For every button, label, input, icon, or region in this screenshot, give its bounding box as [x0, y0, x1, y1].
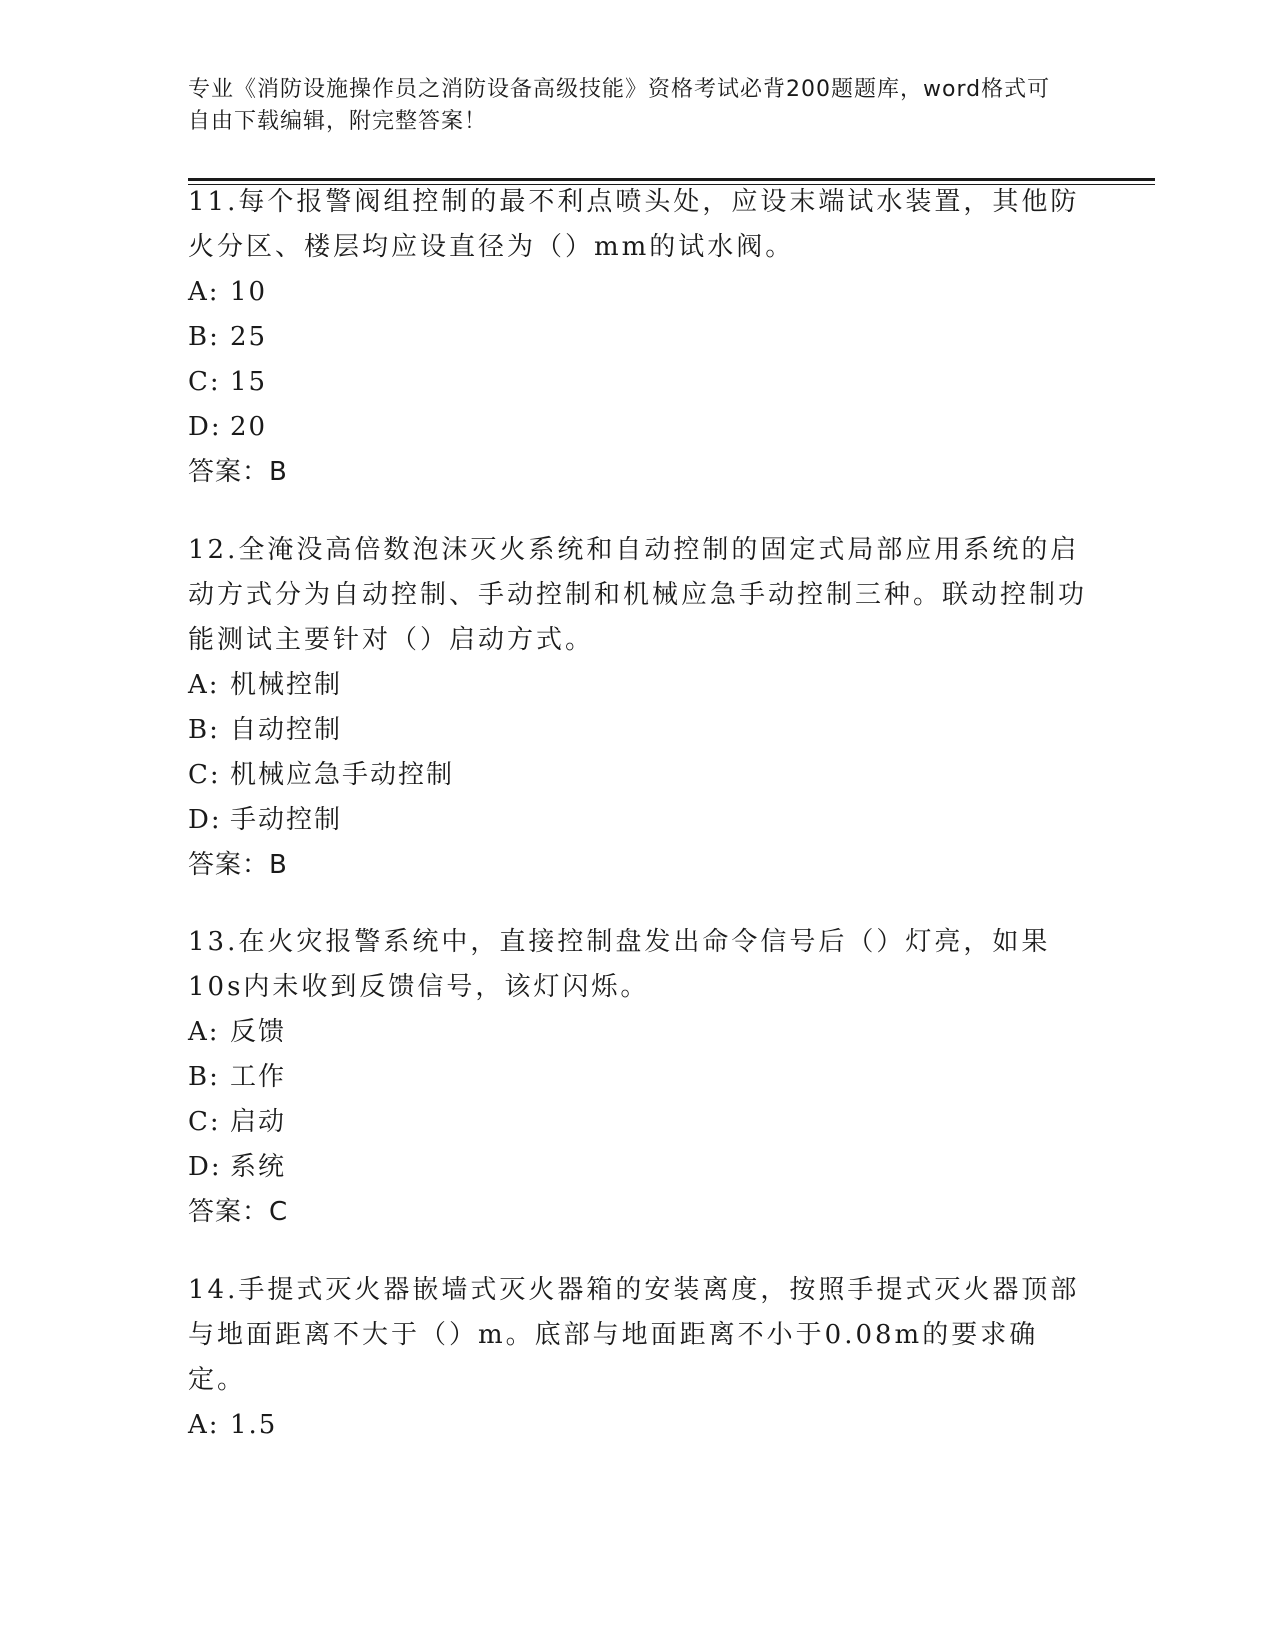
option-key: C:	[188, 760, 221, 790]
option-key: C:	[188, 367, 221, 397]
option-key: D:	[188, 1152, 222, 1182]
question-12	[188, 528, 1088, 888]
answer-line: 答案：B	[188, 850, 288, 880]
option-text: 15	[230, 367, 268, 397]
option-text: 工作	[230, 1062, 287, 1092]
option-key: B:	[188, 1062, 220, 1092]
option-text: 系统	[230, 1152, 287, 1182]
option-text: 10	[230, 277, 268, 307]
option-text: 手动控制	[230, 805, 343, 835]
question-14	[188, 1268, 1088, 1448]
option-key: A:	[188, 670, 220, 700]
option-text: 启动	[230, 1107, 287, 1137]
option-text: 20	[230, 412, 268, 442]
document-header: 专业《消防设施操作员之消防设备高级技能》资格考试必背200题题库，word格式可自由下载编辑，附完整答案！	[188, 77, 1051, 134]
option-key: D:	[188, 412, 222, 442]
question-stem: 11.每个报警阀组控制的最不利点喷头处，应设末端试水装置，其他防火分区、楼层均应设直径为（）mm的试水阀。	[188, 187, 1080, 262]
option-key: A:	[188, 1017, 220, 1047]
option-c	[188, 753, 1088, 798]
question-stem: 12.全淹没高倍数泡沫灭火系统和自动控制的固定式局部应用系统的启动方式分为自动控制、手动控制和机械应急手动控制三种。联动控制功能测试主要针对（）启动方式。	[188, 535, 1088, 655]
option-a	[188, 1010, 1088, 1055]
option-text: 自动控制	[230, 715, 343, 745]
option-d	[188, 405, 1088, 450]
answer-line: 答案：B	[188, 457, 288, 487]
question-13	[188, 920, 1088, 1235]
option-text: 机械应急手动控制	[230, 760, 455, 790]
option-a	[188, 270, 1088, 315]
question-stem: 13.在火灾报警系统中，直接控制盘发出命令信号后（）灯亮，如果10s内未收到反馈信号，该灯闪烁。	[188, 927, 1051, 1002]
option-d	[188, 798, 1088, 843]
option-key: C:	[188, 1107, 221, 1137]
option-key: B:	[188, 715, 220, 745]
option-text: 机械控制	[230, 670, 343, 700]
answer-line: 答案：C	[188, 1197, 289, 1227]
option-b	[188, 708, 1088, 753]
question-stem: 14.手提式灭火器嵌墙式灭火器箱的安装离度，按照手提式灭火器顶部与地面距离不大于（）m。底部与地面距离不小于0.08m的要求确定。	[188, 1275, 1080, 1395]
option-c	[188, 1100, 1088, 1145]
option-b	[188, 1055, 1088, 1100]
option-key: B:	[188, 322, 220, 352]
option-key: A:	[188, 1410, 220, 1440]
option-text: 反馈	[230, 1017, 287, 1047]
option-text: 25	[230, 322, 268, 352]
option-key: A:	[188, 277, 220, 307]
option-b	[188, 315, 1088, 360]
option-d	[188, 1145, 1088, 1190]
question-11	[188, 180, 1088, 495]
option-c	[188, 360, 1088, 405]
option-key: D:	[188, 805, 222, 835]
option-text: 1.5	[230, 1410, 278, 1440]
option-a	[188, 663, 1088, 708]
option-a	[188, 1403, 1088, 1448]
